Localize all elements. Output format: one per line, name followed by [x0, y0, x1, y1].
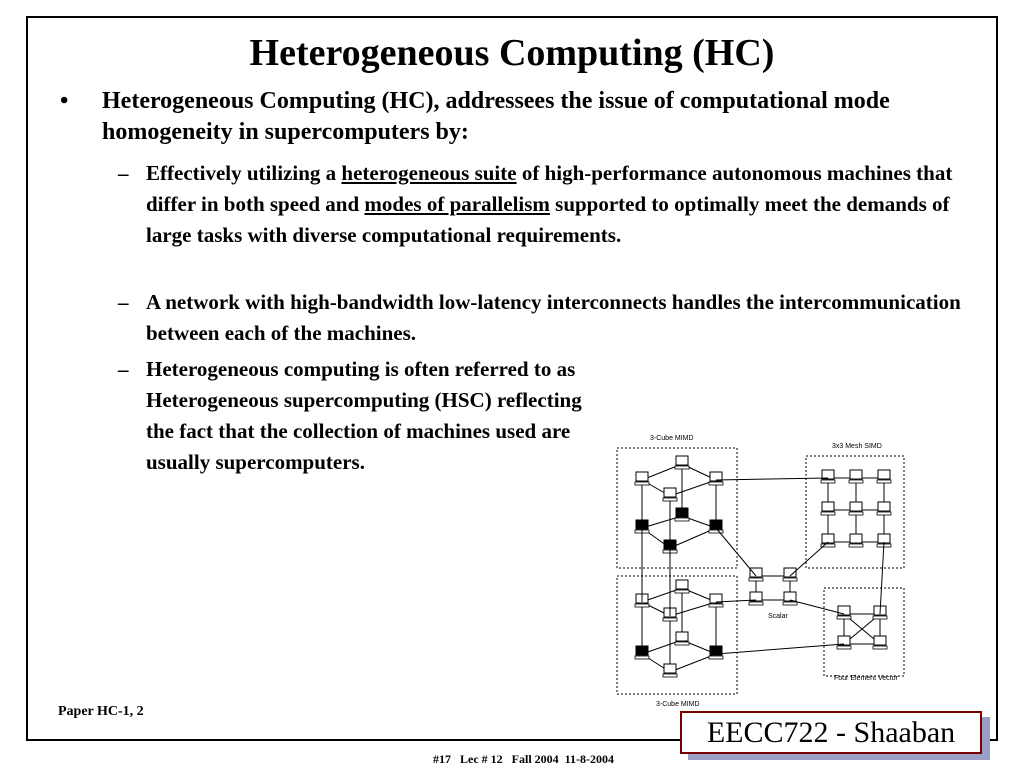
node-icon	[877, 502, 891, 515]
text-segment: of high-performance autonomous machines that differ in both speed and	[146, 161, 953, 216]
node-icon	[821, 534, 835, 547]
node-icon	[749, 592, 763, 605]
node-icon	[709, 472, 723, 485]
sub-bullet-text: A network with high-bandwidth low-latency interconnects handles the intercommunication between each of the machines.	[146, 290, 961, 345]
node-icon	[675, 580, 689, 593]
underlined-term: modes of parallelism	[364, 192, 550, 216]
node-icon	[709, 594, 723, 607]
label-vector: Four Element Vector	[834, 675, 898, 682]
node-icon	[675, 508, 689, 521]
node-icon	[663, 488, 677, 501]
label-cube-top: 3-Cube MIMD	[650, 435, 694, 442]
text-segment: Effectively utilizing a	[146, 161, 342, 185]
slide-info: #17 Lec # 12 Fall 2004 11-8-2004	[433, 752, 614, 766]
course-badge: EECC722 - Shaaban	[680, 711, 982, 754]
sub-bullet-marker: –	[118, 290, 129, 314]
node-icon	[675, 456, 689, 469]
label-mesh: 3x3 Mesh SIMD	[832, 443, 882, 450]
node-icon	[635, 646, 649, 659]
underlined-term: heterogeneous suite	[341, 161, 517, 185]
node-icon	[663, 664, 677, 677]
main-bullet-text: Heterogeneous Computing (HC), addressees the issue of computational mode homogeneity in supercomputers by:	[102, 88, 890, 145]
sub-bullet-marker: –	[118, 161, 129, 185]
heterogeneous-network-diagram	[600, 428, 912, 710]
node-icon	[849, 534, 863, 547]
label-scalar: Scalar	[768, 613, 788, 620]
text-segment: supported to optimally meet the demands of large tasks with diverse computational requirements.	[146, 192, 950, 247]
vector-box	[824, 588, 904, 676]
cube-bottom-links	[642, 588, 716, 672]
bullet-marker: •	[60, 88, 69, 114]
node-icon	[709, 520, 723, 533]
node-icon	[849, 502, 863, 515]
node-icon	[709, 646, 723, 659]
sub-bullet-text: Heterogeneous computing is often referred to as Heterogeneous supercomputing (HSC) reflecting the fact that the collection of machines used are usually supercomputers.	[146, 357, 582, 474]
label-cube-bottom: 3-Cube MIMD	[656, 701, 700, 708]
node-icon	[877, 470, 891, 483]
node-icon	[821, 470, 835, 483]
node-icon	[821, 502, 835, 515]
sub-bullet-text	[146, 158, 978, 251]
node-icon	[849, 470, 863, 483]
paper-reference: Paper HC-1, 2	[58, 704, 144, 719]
node-icon	[783, 592, 797, 605]
node-icon	[675, 632, 689, 645]
node-icon	[635, 472, 649, 485]
network-interconnects	[642, 478, 884, 654]
node-icon	[837, 636, 851, 649]
slide-title: Heterogeneous Computing (HC)	[249, 32, 775, 74]
cube-top-links	[642, 464, 716, 548]
node-icon	[873, 636, 887, 649]
sub-bullet-marker: –	[118, 357, 129, 381]
node-icon	[783, 568, 797, 581]
